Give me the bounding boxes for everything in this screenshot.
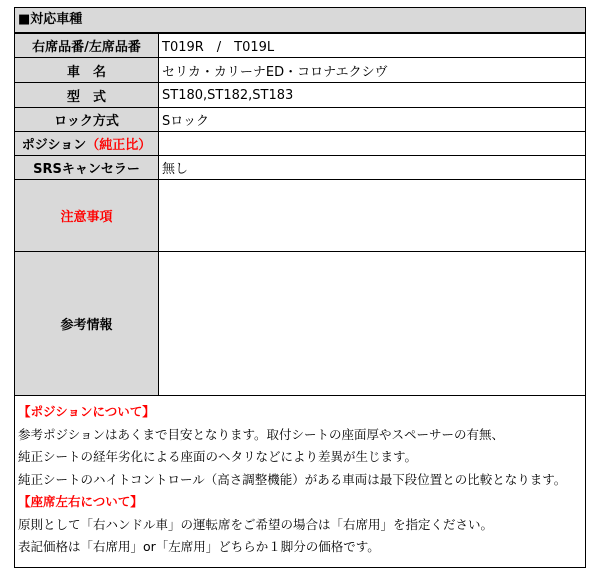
- position-label-note: （純正比）: [86, 138, 152, 153]
- table-row: [15, 58, 585, 83]
- position-label: ポジション: [21, 138, 87, 153]
- row-label-part-no: 右席品番/左席品番: [15, 34, 159, 58]
- table-row: [15, 34, 585, 58]
- table-row: [15, 108, 585, 132]
- row-label-position: [15, 132, 159, 156]
- position-note-line: 純正シートのハイトコントロール（高さ調整機能）がある車両は最下段位置との比較となります。: [18, 471, 567, 487]
- notes-section: [15, 401, 585, 559]
- table-row: [15, 156, 585, 180]
- row-label-lock: ロック方式: [15, 108, 159, 132]
- caution-value: [159, 180, 586, 252]
- table-row: [15, 83, 585, 108]
- table-row: [15, 180, 585, 252]
- seat-side-note-line: 表記価格は「右席用」or「左席用」どちらか１脚分の価格です。: [18, 539, 380, 554]
- model-value: ST180,ST182,ST183: [159, 83, 586, 108]
- part-no-value: T019R / T019L: [159, 34, 586, 58]
- row-label-srs: SRSキャンセラー: [15, 156, 159, 180]
- position-note-line: 純正シートの経年劣化による座面のヘタリなどにより差異が生じます。: [18, 449, 418, 464]
- seat-side-notes-heading: 【座席左右について】: [18, 494, 143, 509]
- table-row: [15, 132, 585, 156]
- table-row: [15, 252, 585, 396]
- position-note-line: 参考ポジションはあくまで目安となります。取付シートの座面厚やスペーサーの有無、: [18, 426, 504, 442]
- car-name-value: セリカ・カリーナED・コロナエクシヴ: [159, 58, 586, 83]
- spec-table: [15, 33, 585, 396]
- lock-value: Sロック: [159, 108, 586, 132]
- spec-sheet: [14, 7, 586, 568]
- row-label-reference: 参考情報: [15, 252, 159, 396]
- seat-side-note-line: 原則として「右ハンドル車」の運転席をご希望の場合は「右席用」を指定ください。: [18, 516, 494, 532]
- srs-value: 無し: [159, 156, 586, 180]
- section-title: ■対応車種: [15, 8, 585, 33]
- row-label-car-name: 車 名: [15, 58, 159, 83]
- position-value: [159, 132, 586, 156]
- row-label-model: 型 式: [15, 83, 159, 108]
- row-label-caution: 注意事項: [15, 180, 159, 252]
- position-notes-heading: 【ポジションについて】: [18, 404, 155, 419]
- reference-value: [159, 252, 586, 396]
